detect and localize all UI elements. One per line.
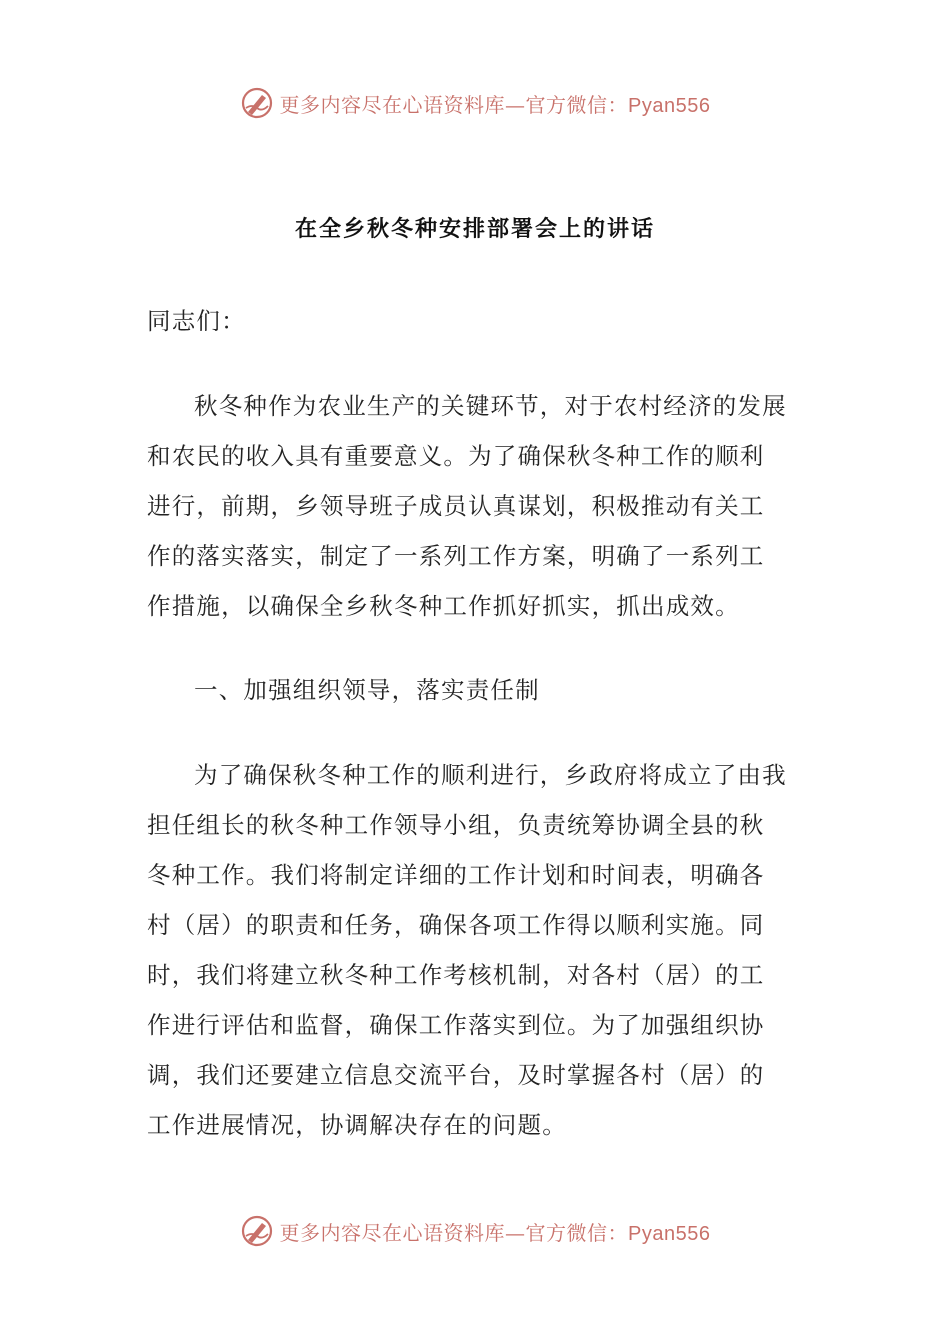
header-watermark	[0, 83, 950, 123]
pen-logo-icon	[240, 1214, 274, 1248]
wechat-id: Pyan556	[628, 1222, 711, 1245]
greeting: 同志们：	[147, 307, 246, 335]
page-title: 在全乡秋冬种安排部署会上的讲话	[294, 217, 655, 242]
paragraph-intro: 秋冬种作为农业生产的关键环节，对于农村经济的发展和农民的收入具有重要意义。为了确保秋冬种工作的顺利进行，前期，乡领导班子成员认真谋划，积极推动有关工作的落实落实，制定了一系列工作方案，明确了一系列工作措施，以确保全乡秋冬种工作抓好抓实，抓出成效。	[147, 392, 787, 620]
paragraph-section-1: 为了确保秋冬种工作的顺利进行，乡政府将成立了由我担任组长的秋冬种工作领导小组，负责统筹协调全县的秋冬种工作。我们将制定详细的工作计划和时间表，明确各村（居）的职责和任务，确保各项工作得以顺利实施。同时，我们将建立秋冬种工作考核机制，对各村（居）的工作进行评估和监督，确保工作落实到位。为了加强组织协调，我们还要建立信息交流平台，及时掌握各村（居）的工作进展情况，协调解决存在的问题。	[147, 761, 787, 1139]
watermark-text: 更多内容尽在心语资料库—官方微信：Pyan556	[279, 1220, 711, 1245]
section-heading-1: 一、加强组织领导，落实责任制	[194, 676, 540, 704]
pen-logo-icon	[240, 86, 274, 120]
watermark-text: 更多内容尽在心语资料库—官方微信：Pyan556	[279, 92, 711, 117]
footer-watermark	[0, 1211, 950, 1251]
wechat-id: Pyan556	[628, 94, 711, 117]
